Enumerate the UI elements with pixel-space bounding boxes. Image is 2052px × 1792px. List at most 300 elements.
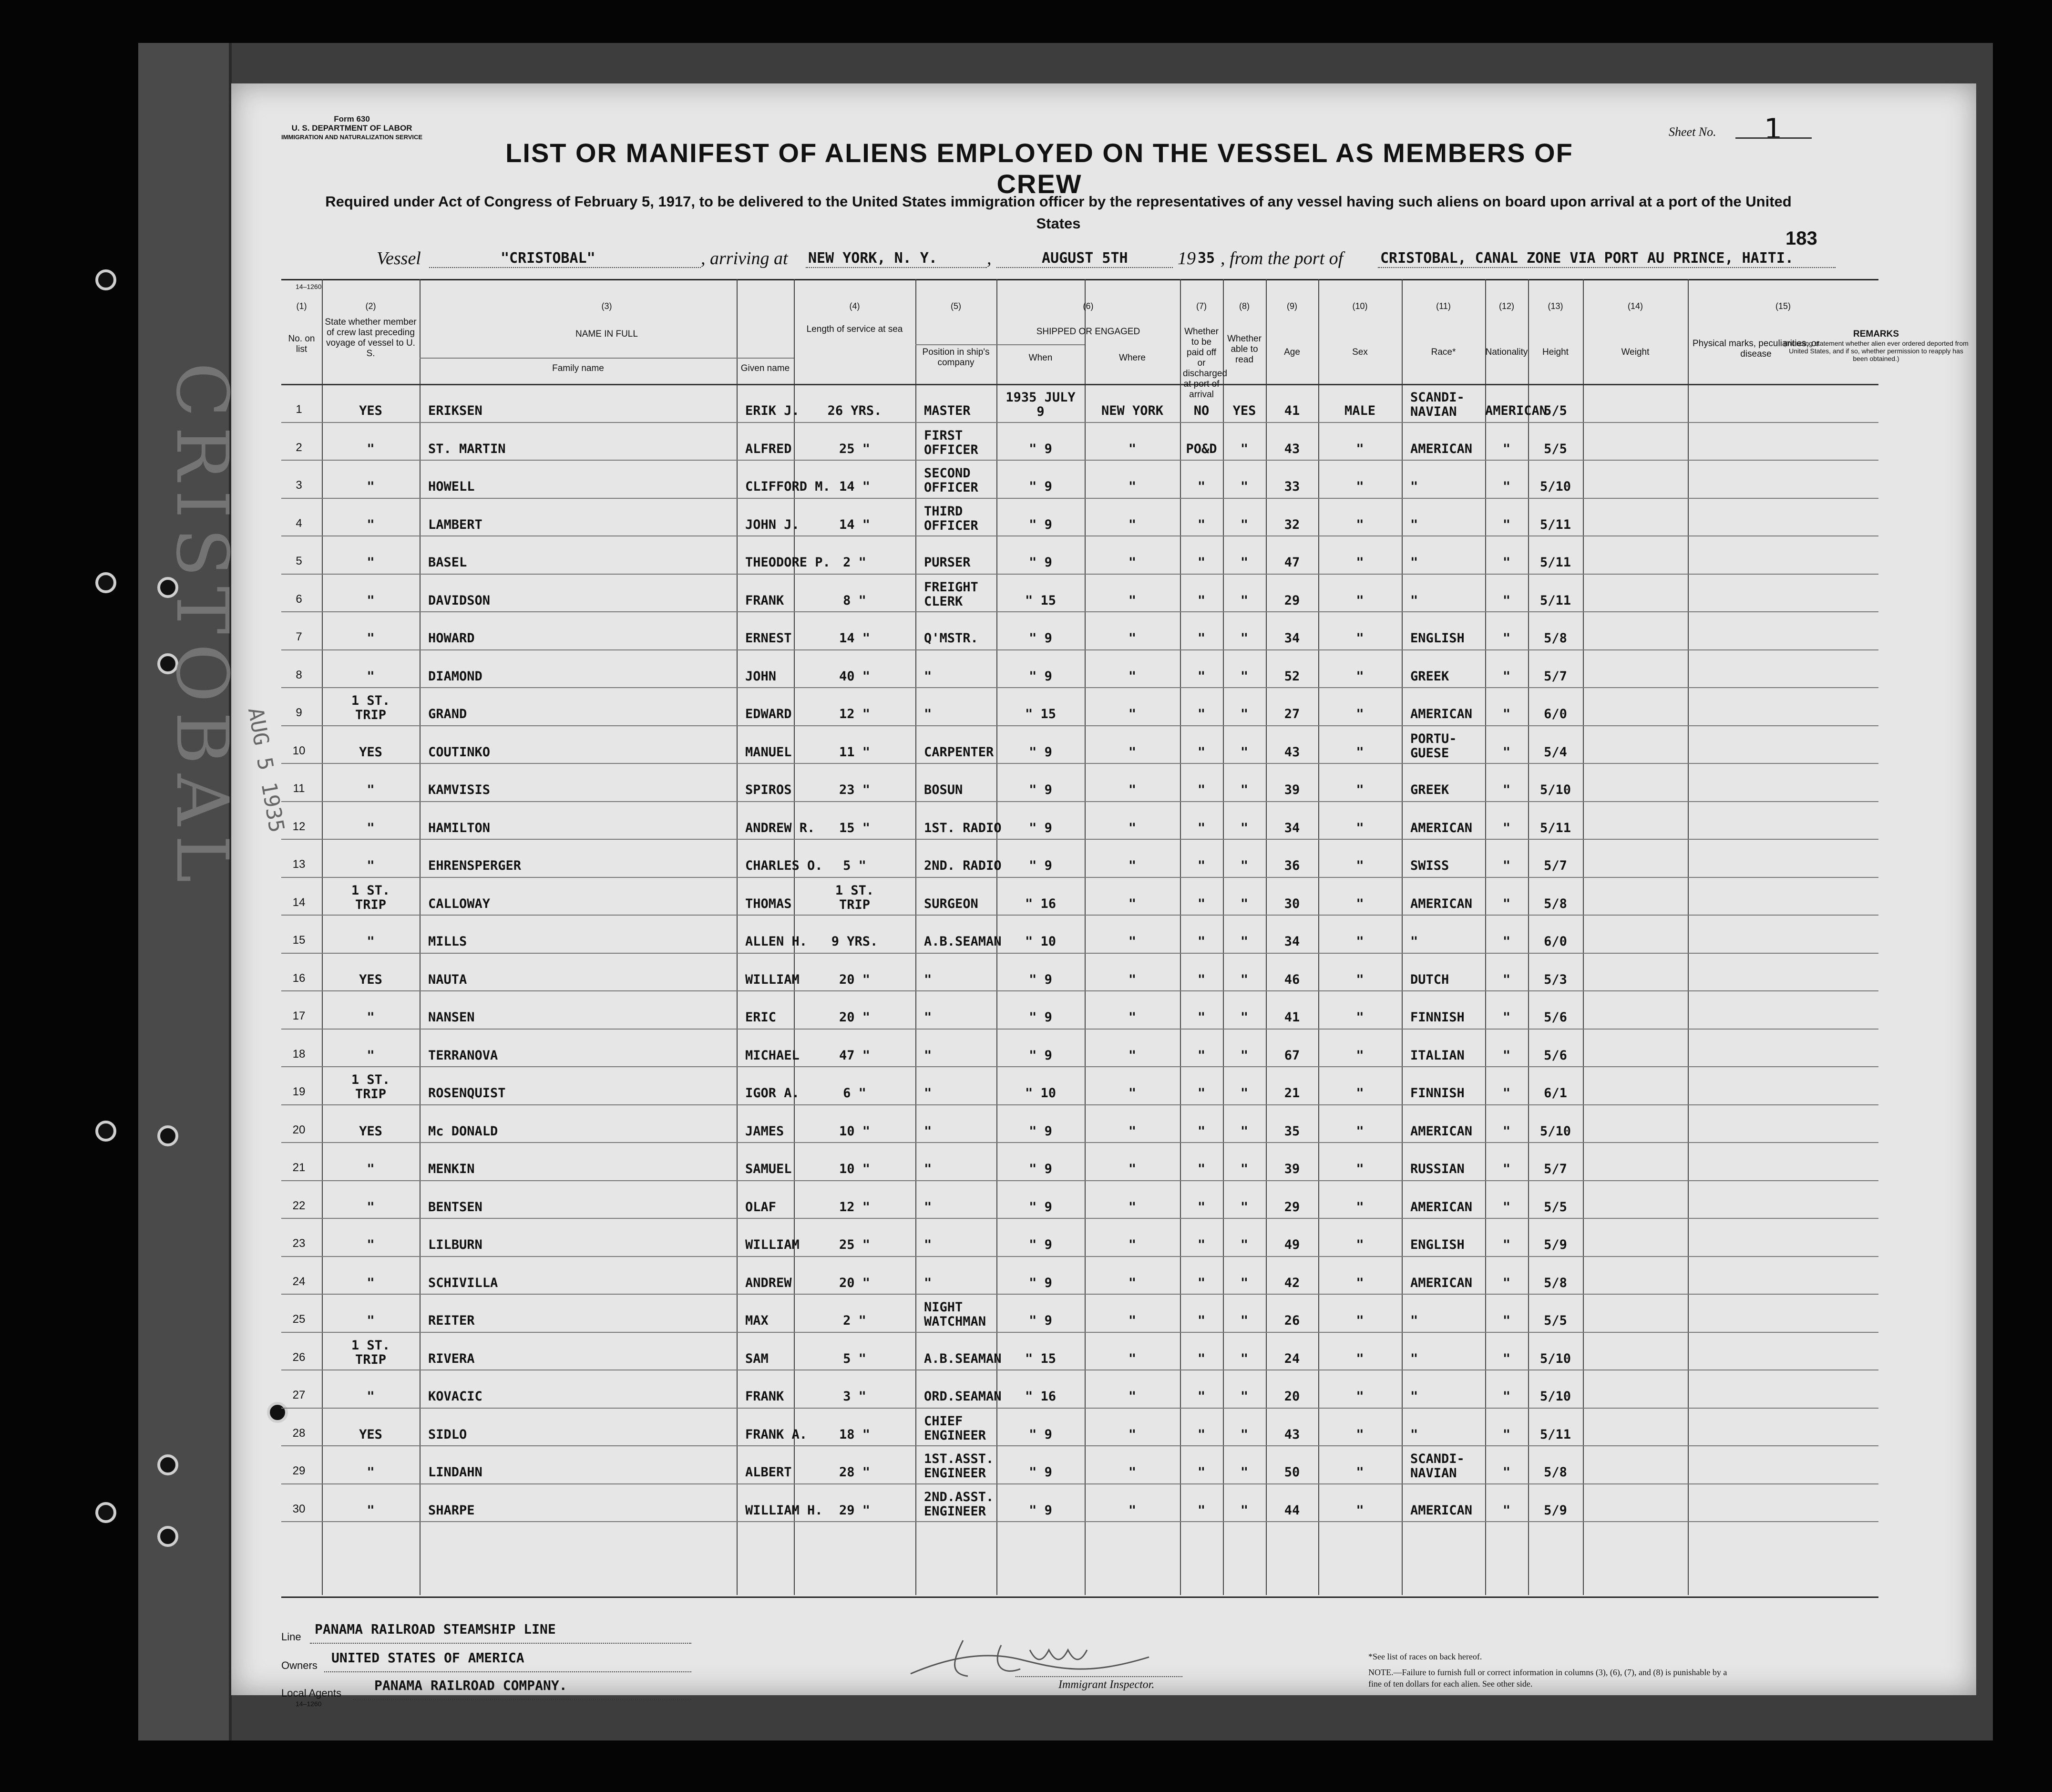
cell-position: BOSUN	[924, 783, 963, 797]
cell-height: 5/5	[1544, 1313, 1567, 1328]
cell-family: LINDAHN	[428, 1465, 482, 1480]
cell-read: "	[1240, 1086, 1249, 1101]
cell-paid: "	[1197, 1199, 1206, 1215]
column-header-remarks: REMARKS	[1853, 329, 1899, 339]
page-number: 183	[1785, 228, 1817, 249]
cell-when: " 9	[1029, 858, 1052, 873]
cell-read: "	[1240, 1465, 1249, 1480]
cell-read: "	[1240, 972, 1249, 987]
cell-when: " 9	[1029, 1313, 1052, 1328]
cell-given: WILLIAM	[745, 1237, 800, 1252]
cell-race: GREEK	[1410, 783, 1449, 797]
cell-position: "	[924, 1010, 932, 1025]
cell-where: "	[1128, 1427, 1137, 1442]
cell-position: FREIGHT CLERK	[924, 579, 978, 609]
cell-age: 42	[1284, 1275, 1300, 1290]
cell-race: AMERICAN	[1410, 1199, 1473, 1215]
column-header-c6a: When	[1028, 353, 1053, 363]
cell-family: MILLS	[428, 934, 467, 949]
cell-height: 5/8	[1544, 896, 1567, 911]
cell-family: NANSEN	[428, 1010, 475, 1025]
column-header-c3b: Given name	[740, 363, 790, 373]
row-divider	[281, 1256, 1878, 1257]
cell-read: "	[1240, 783, 1249, 797]
cell-when: " 9	[1029, 1427, 1052, 1442]
cell-prev: "	[367, 517, 375, 532]
sheet-number: 1	[1764, 113, 1783, 146]
cell-age: 52	[1284, 669, 1300, 684]
cell-position: CARPENTER	[924, 744, 994, 760]
cell-when: " 10	[1025, 1086, 1057, 1101]
cell-service: 20 "	[839, 972, 871, 987]
cell-height: 5/7	[1544, 669, 1567, 684]
cell-given: JOHN J.	[745, 517, 800, 532]
cell-read: "	[1240, 934, 1249, 949]
row-number: 22	[292, 1199, 306, 1212]
cell-when: " 10	[1025, 934, 1057, 949]
cell-nat: "	[1502, 1162, 1511, 1176]
cell-read: "	[1240, 1048, 1249, 1063]
cell-paid: "	[1197, 1275, 1206, 1290]
cell-read: "	[1240, 669, 1249, 684]
cell-given: THOMAS	[745, 896, 792, 911]
cell-height: 5/5	[1544, 1199, 1567, 1215]
cell-sex: "	[1356, 1275, 1364, 1290]
cell-given: JAMES	[745, 1123, 784, 1139]
form-number: Form 630	[334, 114, 370, 124]
cell-paid: "	[1197, 479, 1206, 494]
cell-where: "	[1128, 1199, 1137, 1215]
cell-family: HOWARD	[428, 631, 475, 646]
cell-where: "	[1128, 631, 1137, 646]
cell-where: "	[1128, 820, 1137, 835]
cell-family: COUTINKO	[428, 744, 491, 760]
cell-family: CALLOWAY	[428, 896, 491, 911]
cell-where: "	[1128, 593, 1137, 608]
cell-nat: "	[1502, 669, 1511, 684]
header-divider	[915, 344, 1085, 345]
cell-sex: "	[1356, 1389, 1364, 1404]
cell-read: "	[1240, 858, 1249, 873]
cell-given: ERIC	[745, 1010, 777, 1025]
cell-race: RUSSIAN	[1410, 1162, 1465, 1176]
cell-age: 30	[1284, 896, 1300, 911]
year-prefix: 19	[1178, 248, 1196, 268]
cell-age: 50	[1284, 1465, 1300, 1480]
cell-family: Mc DONALD	[428, 1123, 498, 1139]
cell-age: 36	[1284, 858, 1300, 873]
cell-nat: "	[1502, 858, 1511, 873]
cell-position: "	[924, 1275, 932, 1290]
cell-paid: "	[1197, 934, 1206, 949]
cell-height: 5/10	[1539, 783, 1571, 797]
cell-position: "	[924, 1237, 932, 1252]
cell-race: FINNISH	[1410, 1010, 1465, 1025]
vessel-value: "CRISTOBAL"	[501, 250, 595, 267]
cell-read: "	[1240, 820, 1249, 835]
row-divider	[281, 1445, 1878, 1446]
cell-position: 1ST.ASST. ENGINEER	[924, 1452, 994, 1481]
column-header-c4: Length of service at sea	[806, 324, 903, 334]
cell-paid: "	[1197, 1503, 1206, 1518]
cell-service: 40 "	[839, 669, 871, 684]
sheet-underline	[1735, 137, 1812, 139]
cell-prev: "	[367, 1048, 375, 1063]
cell-height: 5/10	[1539, 1123, 1571, 1139]
row-number: 13	[292, 858, 306, 871]
column-divider	[737, 279, 738, 1595]
cell-sex: "	[1356, 517, 1364, 532]
cell-when: " 9	[1029, 555, 1052, 570]
column-number: (5)	[951, 301, 961, 311]
column-header-c2: State whether member of crew last preceding voyage of vessel to U. S.	[325, 317, 417, 359]
cell-read: "	[1240, 1275, 1249, 1290]
cell-age: 29	[1284, 593, 1300, 608]
cell-nat: "	[1502, 441, 1511, 456]
cell-height: 5/11	[1539, 517, 1571, 532]
cell-service: 15 "	[839, 820, 871, 835]
cell-read: "	[1240, 744, 1249, 760]
cell-read: "	[1240, 1503, 1249, 1518]
cell-nat: "	[1502, 1199, 1511, 1215]
column-header-c3: NAME IN FULL	[575, 329, 638, 339]
cell-race: "	[1410, 1313, 1418, 1328]
cell-where: "	[1128, 1389, 1137, 1404]
cell-position: 2ND.ASST. ENGINEER	[924, 1489, 994, 1519]
cell-sex: "	[1356, 1351, 1364, 1366]
cell-age: 26	[1284, 1313, 1300, 1328]
cell-position: ORD.SEAMAN	[924, 1389, 1002, 1404]
cell-paid: "	[1197, 1162, 1206, 1176]
column-header-c14: Weight	[1621, 347, 1650, 357]
column-header-c6b: Where	[1119, 353, 1146, 363]
row-divider	[281, 1142, 1878, 1143]
column-number: (7)	[1196, 301, 1207, 311]
cell-service: 8 "	[843, 593, 866, 608]
cell-position: Q'MSTR.	[924, 631, 978, 646]
cell-age: 43	[1284, 744, 1300, 760]
cell-read: "	[1240, 1162, 1249, 1176]
cell-given: EDWARD	[745, 707, 792, 721]
cell-sex: "	[1356, 555, 1364, 570]
row-number: 20	[292, 1123, 306, 1136]
cell-paid: "	[1197, 1048, 1206, 1063]
cell-age: 34	[1284, 934, 1300, 949]
cell-given: SAM	[745, 1351, 769, 1366]
cell-position: SURGEON	[924, 896, 978, 911]
cell-family: BASEL	[428, 555, 467, 570]
cell-race: "	[1410, 479, 1418, 494]
cell-read: "	[1240, 593, 1249, 608]
cell-nat: "	[1502, 555, 1511, 570]
cell-race: AMERICAN	[1410, 441, 1473, 456]
cell-when: " 9	[1029, 972, 1052, 987]
inspector-underline	[1016, 1676, 1182, 1677]
date-stamp: AUG 5 1935	[243, 706, 289, 834]
row-number: 14	[292, 896, 306, 909]
cell-when: " 9	[1029, 1503, 1052, 1518]
cell-given: ANDREW	[745, 1275, 792, 1290]
cell-nat: "	[1502, 972, 1511, 987]
cell-family: SHARPE	[428, 1503, 475, 1518]
cell-read: "	[1240, 1237, 1249, 1252]
cell-when: " 15	[1025, 707, 1057, 721]
row-divider	[281, 422, 1878, 423]
cell-race: AMERICAN	[1410, 1275, 1473, 1290]
column-header-c5: Position in ship's company	[922, 347, 990, 368]
column-number: (6)	[1083, 301, 1094, 311]
row-number: 7	[296, 630, 302, 643]
cell-paid: PO&D	[1186, 441, 1217, 456]
cell-age: 43	[1284, 1427, 1300, 1442]
row-number: 1	[296, 403, 302, 416]
cell-nat: "	[1502, 1465, 1511, 1480]
row-divider	[281, 611, 1878, 612]
cell-read: "	[1240, 517, 1249, 532]
form-service: IMMIGRATION AND NATURALIZATION SERVICE	[281, 134, 423, 141]
cell-prev: "	[367, 631, 375, 646]
column-header-c15: Physical marks, peculiarities, or disease	[1692, 339, 1820, 359]
column-header-c1: No. on list	[288, 334, 315, 354]
cell-race: AMERICAN	[1410, 1503, 1473, 1518]
row-number: 27	[292, 1389, 306, 1401]
cell-where: "	[1128, 1503, 1137, 1518]
cell-family: DIAMOND	[428, 669, 482, 684]
cell-nat: "	[1502, 517, 1511, 532]
cell-nat: "	[1502, 1351, 1511, 1366]
cell-prev: YES	[359, 1427, 382, 1442]
cell-position: FIRST OFFICER	[924, 428, 978, 457]
cell-prev: 1 ST. TRIP	[351, 693, 390, 722]
line-underline	[310, 1643, 691, 1644]
cell-prev: "	[367, 1389, 375, 1404]
row-number: 9	[296, 706, 302, 719]
agents-underline	[353, 1699, 691, 1700]
cell-race: ENGLISH	[1410, 1237, 1465, 1252]
cell-position: A.B.SEAMAN	[924, 1351, 1002, 1366]
cell-read: "	[1240, 479, 1249, 494]
cell-prev: "	[367, 441, 375, 456]
cell-service: 14 "	[839, 517, 871, 532]
cell-prev: "	[367, 593, 375, 608]
cell-height: 5/9	[1544, 1237, 1567, 1252]
cell-race: ENGLISH	[1410, 631, 1465, 646]
cell-sex: "	[1356, 1313, 1364, 1328]
cell-sex: "	[1356, 593, 1364, 608]
cell-race: "	[1410, 1389, 1418, 1404]
from-label: , from the port of	[1221, 248, 1344, 268]
column-number: (13)	[1548, 301, 1563, 311]
cell-sex: "	[1356, 1503, 1364, 1518]
cell-nat: "	[1502, 744, 1511, 760]
cell-sex: "	[1356, 896, 1364, 911]
cell-prev: "	[367, 1010, 375, 1025]
cell-service: 9 YRS.	[831, 934, 878, 949]
cell-sex: "	[1356, 1237, 1364, 1252]
row-number: 17	[292, 1009, 306, 1022]
cell-service: 1 ST. TRIP	[835, 883, 874, 912]
cell-when: " 9	[1029, 820, 1052, 835]
cell-family: HAMILTON	[428, 820, 491, 835]
cell-when: " 9	[1029, 1162, 1052, 1176]
row-divider	[281, 1218, 1878, 1219]
cell-nat: "	[1502, 479, 1511, 494]
cell-position: PURSER	[924, 555, 971, 570]
column-divider	[420, 279, 421, 1595]
cell-height: 5/11	[1539, 555, 1571, 570]
binder-hole	[157, 1526, 178, 1547]
cell-paid: "	[1197, 707, 1206, 721]
cell-height: 5/6	[1544, 1010, 1567, 1025]
cell-when: " 9	[1029, 479, 1052, 494]
cell-race: SCANDI- NAVIAN	[1410, 390, 1465, 419]
cell-service: 14 "	[839, 479, 871, 494]
column-header-c10: Sex	[1352, 347, 1368, 357]
cell-prev: 1 ST. TRIP	[351, 883, 390, 912]
cell-sex: "	[1356, 1162, 1364, 1176]
cell-given: ALBERT	[745, 1465, 792, 1480]
cell-height: 5/7	[1544, 858, 1567, 873]
agents-value: PANAMA RAILROAD COMPANY.	[374, 1678, 567, 1693]
cell-age: 67	[1284, 1048, 1300, 1063]
owners-value: UNITED STATES OF AMERICA	[331, 1650, 524, 1666]
cell-family: GRAND	[428, 707, 467, 721]
cell-prev: "	[367, 1237, 375, 1252]
binder-hole	[157, 1454, 178, 1475]
cell-sex: "	[1356, 631, 1364, 646]
cell-family: TERRANOVA	[428, 1048, 498, 1063]
cell-sex: "	[1356, 858, 1364, 873]
cell-height: 5/6	[1544, 1048, 1567, 1063]
row-divider	[281, 1483, 1878, 1484]
cell-nat: "	[1502, 1503, 1511, 1518]
cell-when: " 9	[1029, 1123, 1052, 1139]
cell-where: "	[1128, 1237, 1137, 1252]
cell-given: WILLIAM	[745, 972, 800, 987]
form-department: U. S. DEPARTMENT OF LABOR	[291, 124, 412, 133]
cell-paid: "	[1197, 858, 1206, 873]
column-number: (12)	[1498, 301, 1514, 311]
cell-paid: "	[1197, 1351, 1206, 1366]
cell-given: ALFRED	[745, 441, 792, 456]
cell-given: IGOR A.	[745, 1086, 800, 1101]
row-number: 15	[292, 934, 306, 947]
cell-prev: 1 ST. TRIP	[351, 1072, 390, 1102]
cell-paid: "	[1197, 783, 1206, 797]
cell-family: LILBURN	[428, 1237, 482, 1252]
cell-paid: "	[1197, 1010, 1206, 1025]
row-number: 4	[296, 516, 302, 530]
cell-when: " 9	[1029, 1275, 1052, 1290]
cell-prev: "	[367, 934, 375, 949]
cell-where: "	[1128, 555, 1137, 570]
cell-read: "	[1240, 1427, 1249, 1442]
cell-height: 5/4	[1544, 744, 1567, 760]
cell-family: HOWELL	[428, 479, 475, 494]
cell-read: "	[1240, 1123, 1249, 1139]
cell-where: "	[1128, 669, 1137, 684]
cell-when: " 16	[1025, 896, 1057, 911]
cell-race: "	[1410, 593, 1418, 608]
cell-sex: "	[1356, 744, 1364, 760]
column-header-c9: Age	[1284, 347, 1300, 357]
cell-paid: "	[1197, 555, 1206, 570]
cell-race: "	[1410, 1351, 1418, 1366]
cell-nat: "	[1502, 896, 1511, 911]
cell-where: "	[1128, 517, 1137, 532]
row-number: 23	[292, 1237, 306, 1250]
cell-race: AMERICAN	[1410, 820, 1473, 835]
cell-position: NIGHT WATCHMAN	[924, 1300, 986, 1329]
cell-nat: "	[1502, 1427, 1511, 1442]
row-divider	[281, 725, 1878, 726]
header-divider	[420, 358, 737, 359]
race-note: *See list of races on back hereof.	[1368, 1652, 1482, 1661]
column-number: (4)	[849, 301, 860, 311]
cell-family: BENTSEN	[428, 1199, 482, 1215]
cell-read: "	[1240, 555, 1249, 570]
cell-where: "	[1128, 1313, 1137, 1328]
column-divider	[1583, 279, 1584, 1595]
cell-nat: "	[1502, 593, 1511, 608]
column-header-c7: Whether to be paid off or discharged at port of arrival	[1183, 327, 1227, 400]
row-divider	[281, 839, 1878, 840]
column-header-c12: Nationality	[1485, 347, 1528, 357]
cell-service: 10 "	[839, 1123, 871, 1139]
arriving-underline	[806, 267, 987, 268]
agents-label: Local Agents	[281, 1687, 341, 1699]
row-number: 28	[292, 1426, 306, 1440]
cell-family: DAVIDSON	[428, 593, 491, 608]
cell-read: "	[1240, 1313, 1249, 1328]
cell-service: 26 YRS.	[827, 403, 882, 418]
cell-prev: "	[367, 820, 375, 835]
cell-sex: "	[1356, 479, 1364, 494]
column-header-c6: SHIPPED OR ENGAGED	[1036, 327, 1140, 337]
cell-paid: "	[1197, 593, 1206, 608]
cell-nat: "	[1502, 1389, 1511, 1404]
cell-position: "	[924, 1199, 932, 1215]
cell-age: 44	[1284, 1503, 1300, 1518]
cell-family: ROSENQUIST	[428, 1086, 506, 1101]
cell-sex: MALE	[1344, 403, 1376, 418]
penalty-note: NOTE.—Failure to furnish full or correct information in columns (3), (6), (7), and (8) is punishable by a fine of ten dollars for each alien. See other side.	[1368, 1668, 1727, 1689]
cell-given: MAX	[745, 1313, 769, 1328]
cell-height: 5/11	[1539, 1427, 1571, 1442]
cell-read: "	[1240, 441, 1249, 456]
cell-nat: "	[1502, 820, 1511, 835]
cell-service: 12 "	[839, 1199, 871, 1215]
cell-position: A.B.SEAMAN	[924, 934, 1002, 949]
cell-age: 41	[1284, 1010, 1300, 1025]
row-divider	[281, 1521, 1878, 1522]
column-divider	[1402, 279, 1403, 1595]
column-number: (8)	[1239, 301, 1250, 311]
cell-age: 34	[1284, 820, 1300, 835]
cell-race: "	[1410, 1427, 1418, 1442]
cell-family: EHRENSPERGER	[428, 858, 522, 873]
cell-height: 5/8	[1544, 631, 1567, 646]
cell-paid: "	[1197, 972, 1206, 987]
cell-sex: "	[1356, 820, 1364, 835]
row-number: 21	[292, 1161, 306, 1174]
cell-position: "	[924, 1086, 932, 1101]
cell-prev: "	[367, 669, 375, 684]
cell-paid: "	[1197, 744, 1206, 760]
cell-prev: "	[367, 783, 375, 797]
cell-paid: "	[1197, 1389, 1206, 1404]
row-number: 3	[296, 479, 302, 492]
